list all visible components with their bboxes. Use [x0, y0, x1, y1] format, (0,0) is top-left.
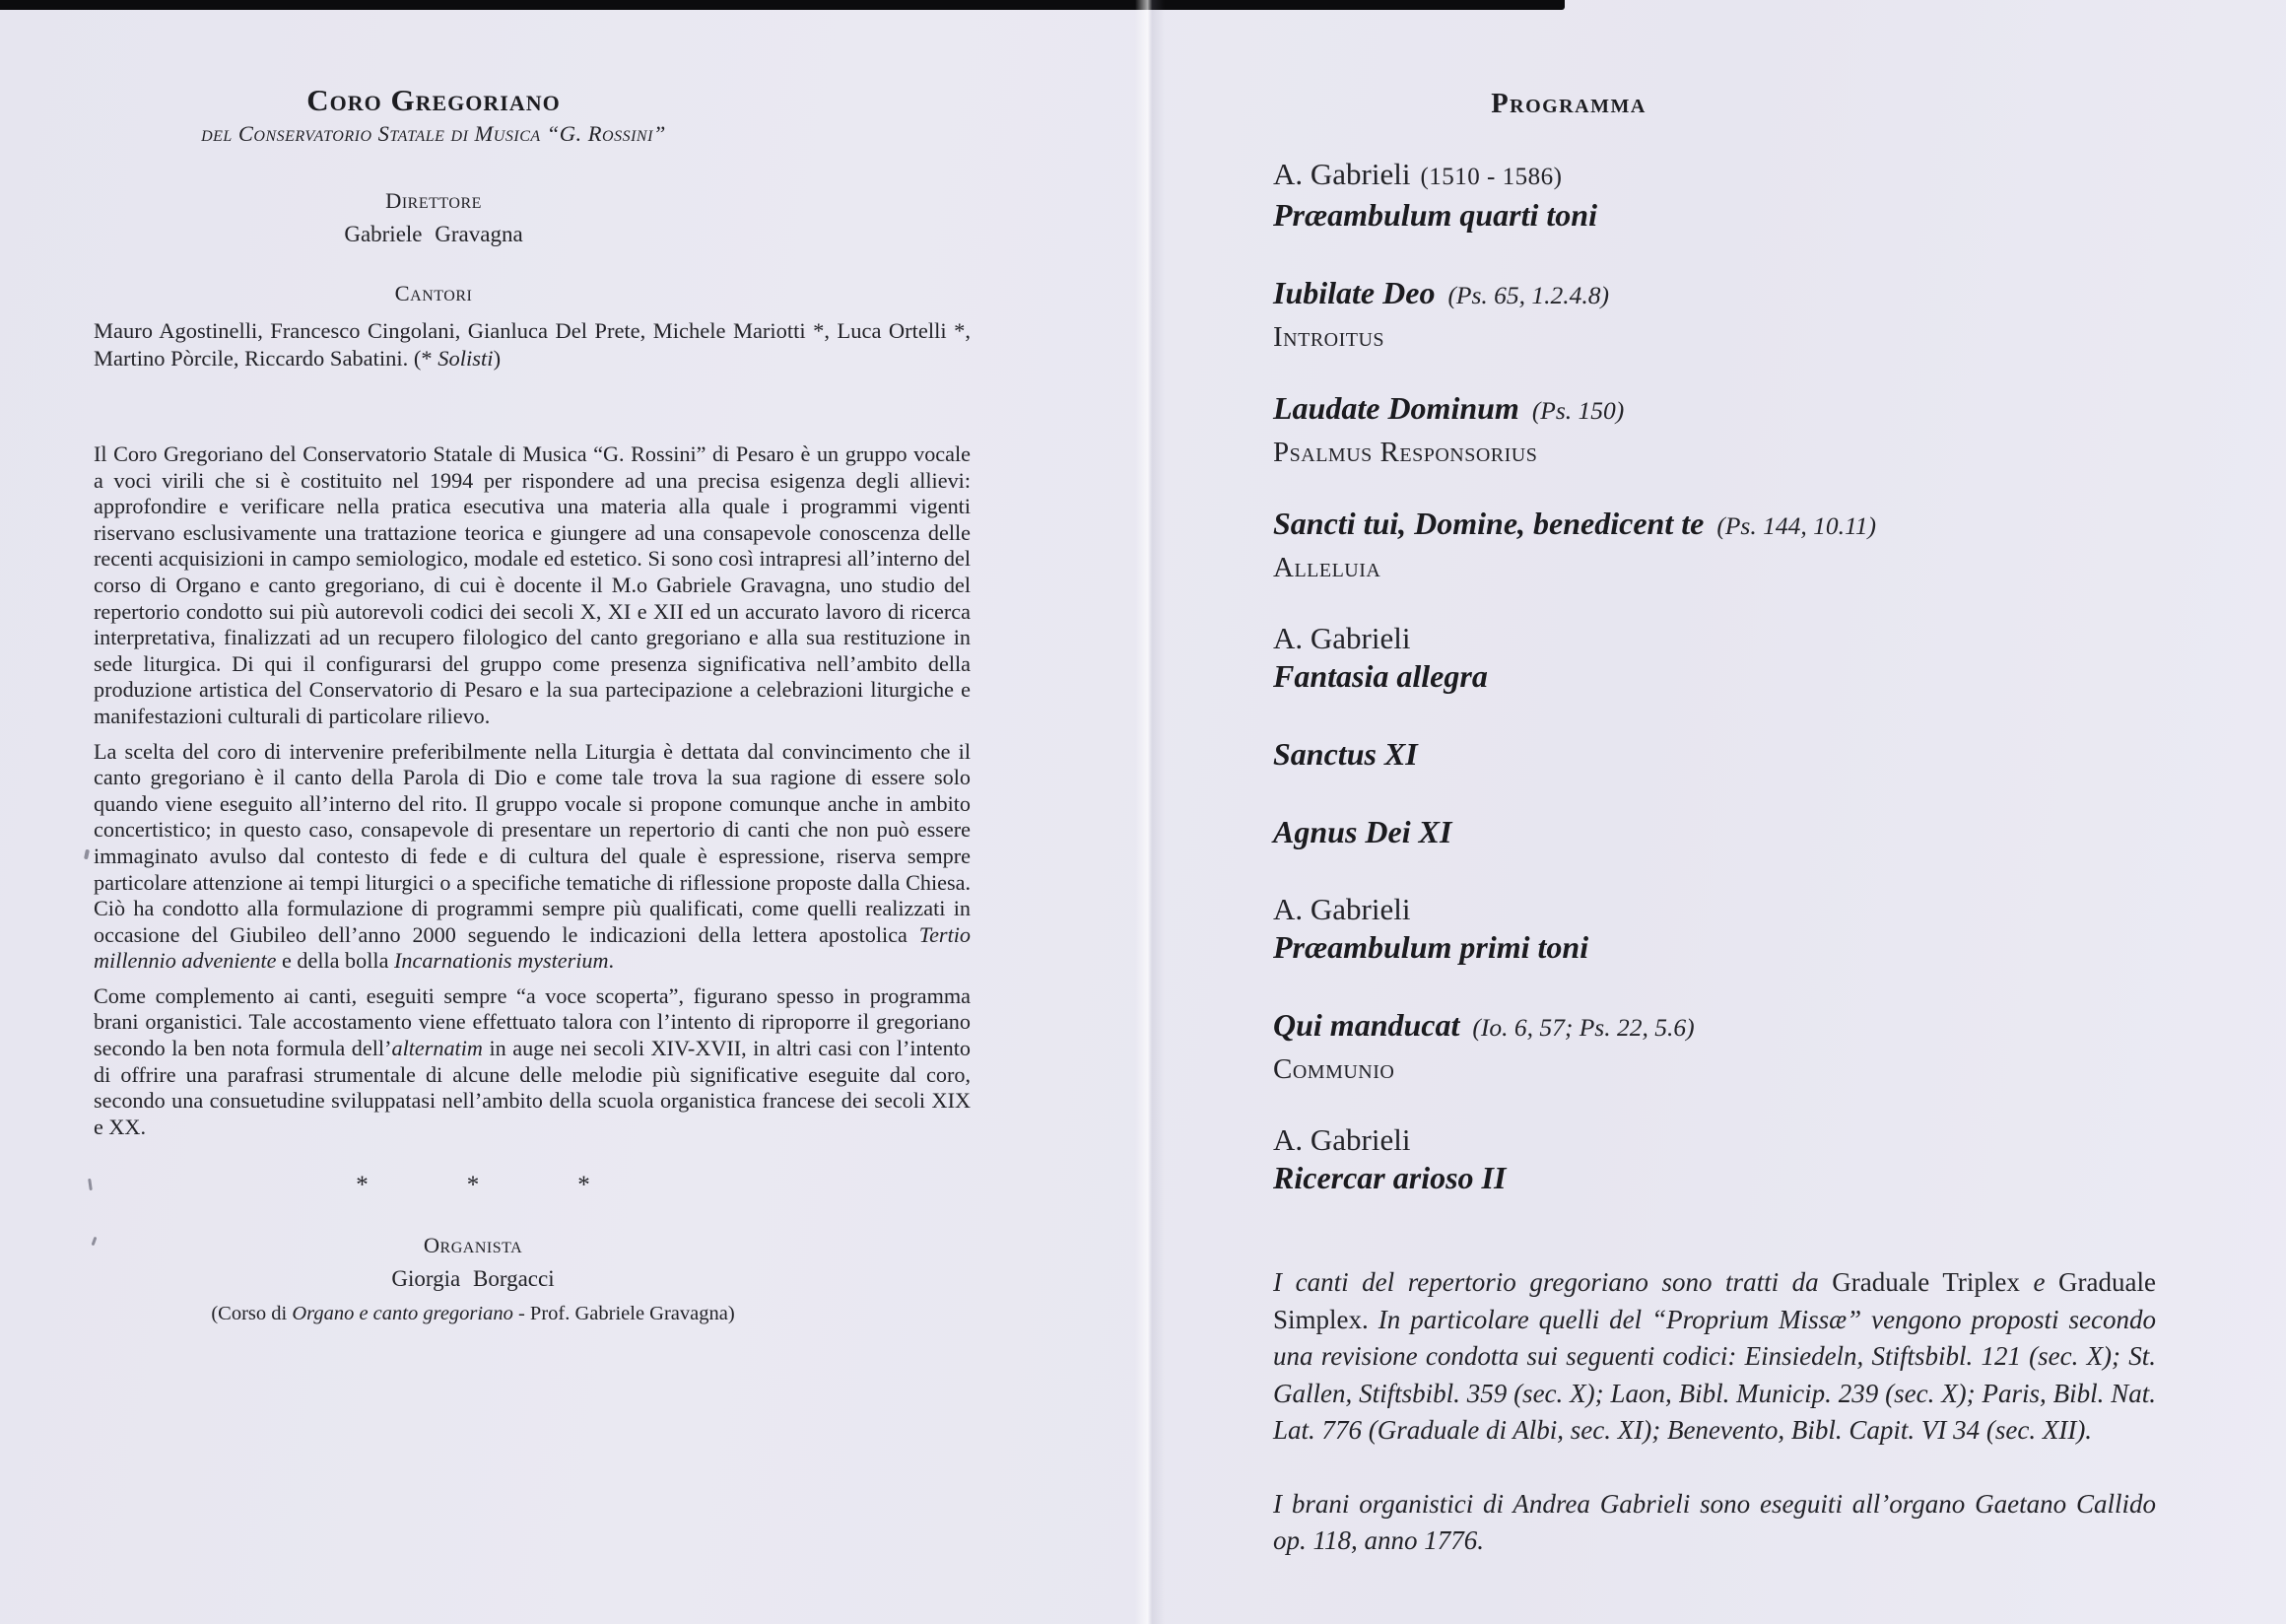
- program-item: [1273, 1006, 2160, 1088]
- graduale-simplex: Graduale Simplex.: [1273, 1267, 2156, 1334]
- composer-name: A. Gabrieli: [1273, 1122, 1411, 1157]
- piece-title: Sanctus XI: [1273, 736, 1418, 772]
- piece-line: [1273, 1006, 2160, 1050]
- piece-title: Fantasia allegra: [1273, 658, 1488, 694]
- organista-name: Giorgia Borgacci: [391, 1266, 555, 1292]
- piece-line: [1273, 1159, 2160, 1203]
- cantori-names-text: Mauro Agostinelli, Francesco Cingolani, Gianluca Del Prete, Michele Mariotti *, Luca Ortelli *, Martino Pòrcile, Riccardo Sabatini. (*: [94, 318, 971, 371]
- piece-line: [1273, 505, 2160, 549]
- organista-label: Organista: [423, 1233, 523, 1258]
- solisti-note: Solisti: [437, 346, 494, 371]
- scan-speck: [88, 1179, 93, 1190]
- composer-name: A. Gabrieli: [1273, 892, 1411, 926]
- piece-title: Ricercar arioso II: [1273, 1160, 1507, 1195]
- genre-label: Psalmus Responsorius: [1273, 437, 1538, 468]
- scripture-ref: (Io. 6, 57; Ps. 22, 5.6): [1472, 1013, 1695, 1042]
- piece-title: Sancti tui, Domine, benedicent te: [1273, 506, 1705, 541]
- piece-line: [1273, 389, 2160, 434]
- piece-title: Agnus Dei XI: [1273, 814, 1452, 849]
- asterisk: *: [466, 1172, 480, 1199]
- course-note: [94, 1303, 852, 1325]
- composer-name: A. Gabrieli: [1273, 157, 1411, 191]
- composer-line: [1273, 156, 2160, 196]
- paragraph-liturgy: [94, 739, 971, 975]
- genre-label: Communio: [1273, 1053, 1395, 1085]
- composer-dates: (1510 - 1586): [1420, 164, 1563, 190]
- paragraph-liturgy-text: .: [608, 948, 615, 974]
- composer-line: [1273, 1121, 2160, 1159]
- organ-note: I brani organistici di Andrea Gabrieli sono eseguiti all’organo Gaetano Callido op. 118, anno 1776.: [1273, 1488, 2156, 1555]
- piece-line: [1273, 657, 2160, 702]
- paragraph-organ-text: Come complemento ai canti, eseguiti sempre “a voce scoperta”, figurano spesso in programma brani organistici. Tale accostamento viene effettuato talora con l’intento di riproporre il gregoriano secondo la ben nota formula dell’: [94, 982, 971, 1061]
- papal-bull-title: Incarnationis mysterium: [393, 948, 609, 974]
- course-title: Organo e canto gregoriano: [292, 1303, 513, 1325]
- piece-title: Iubilate Deo: [1273, 275, 1436, 310]
- program-item: [1273, 389, 2160, 471]
- sources-note: [1273, 1264, 2156, 1450]
- program-item: [1273, 156, 2160, 240]
- choir-heading-block: [94, 0, 773, 306]
- direttore-label: Direttore: [385, 188, 482, 213]
- program-item: [1273, 813, 2160, 857]
- composer-line: [1273, 891, 2160, 928]
- piece-line: [1273, 813, 2160, 857]
- program-item: [1273, 891, 2160, 973]
- apostolic-letter-title: Tertio millennio adveniente: [94, 921, 971, 974]
- choir-subtitle: del Conservatorio Statale di Musica “G. Rossini”: [201, 121, 666, 146]
- piece-line: [1273, 196, 2160, 240]
- cantori-label: Cantori: [394, 281, 473, 305]
- sources-note-text: In particolare quelli del “Proprium Missæ” vengono proposti secondo una revisione condotta sui seguenti codici: Einsiedeln, Stiftsbibl. 121 (sec. X); St. Gallen, Stiftsbibl. 359 (sec. X); Laon, Bibl. Municip. 239 (sec. X); Paris, Bibl. Nat. Lat. 776 (Graduale di Albi, sec. XI); Benevento, Bibl. Capit. VI 34 (sec. XII).: [1273, 1304, 2156, 1445]
- program-list: [1273, 156, 2160, 1203]
- piece-title: Præambulum quarti toni: [1273, 197, 1597, 233]
- piece-title: Laudate Dominum: [1273, 390, 1519, 426]
- direttore-name: Gabriele Gravagna: [344, 222, 523, 246]
- program-item: [1273, 735, 2160, 779]
- organist-block: [94, 1233, 852, 1325]
- piece-line: [1273, 735, 2160, 779]
- graduale-triplex: Graduale Triplex: [1832, 1267, 2020, 1297]
- scan-speck: [84, 849, 90, 860]
- piece-title: Qui manducat: [1273, 1007, 1460, 1043]
- programma-title: Programma: [1491, 89, 1647, 119]
- paragraph-liturgy-text: La scelta del coro di intervenire preferibilmente nella Liturgia è dettata dal convincimento che il canto gregoriano è il canto della Parola di Dio e come tale trova la sua ragione di essere solo quando viene eseguito all’interno del rito. Il gruppo vocale si propone comunque anche in ambito concertistico; in questo caso, consapevole di presentare un repertorio di canti che non può essere immaginato avulso dal contesto di fede e di cultura del quale è espressione, riserva sempre particolare attenzione ai tempi liturgici o a specifiche tematiche di riflessione proposte dalla Chiesa. Ciò ha condotto alla formulazione di programmi sempre più qualificati, come quelli realizzati in occasione del Giubileo dell’anno 2000 seguendo le indicazioni della lettera apostolica: [94, 738, 971, 947]
- asterisk-separator: [94, 1172, 852, 1199]
- right-page: [1273, 0, 2160, 1560]
- sources-note-text: e: [2019, 1267, 2059, 1297]
- piece-line: [1273, 928, 2160, 973]
- paragraph-organ-text: in auge nei secoli XIV-XVII, in altri casi con l’intento di offrire una parafrasi strumentale di alcune delle melodie più significative eseguite dal coro, secondo una consuetudine sviluppatasi nell’ambito della scuola organistica francese dei secoli XIX e XX.: [94, 1036, 971, 1139]
- piece-line: [1273, 274, 2160, 318]
- scripture-ref: (Ps. 144, 10.11): [1716, 511, 1877, 540]
- program-item: [1273, 620, 2160, 702]
- scripture-ref: (Ps. 150): [1531, 396, 1625, 425]
- composer-line: [1273, 620, 2160, 657]
- program-item: [1273, 1121, 2160, 1203]
- course-note-text: (Corso di: [211, 1303, 293, 1325]
- genre-label: Introitus: [1273, 321, 1385, 353]
- paragraph-organ: [94, 983, 971, 1141]
- genre-label: Alleluia: [1273, 552, 1381, 583]
- program-item: [1273, 505, 2160, 586]
- page-fold-crease: [1135, 0, 1165, 1624]
- asterisk: *: [356, 1172, 369, 1199]
- cantori-close-paren: ): [493, 346, 502, 371]
- cantori-names: [94, 317, 971, 372]
- scripture-ref: (Ps. 65, 1.2.4.8): [1447, 281, 1610, 309]
- choir-title: Coro Gregoriano: [306, 83, 561, 117]
- paragraph-history: Il Coro Gregoriano del Conservatorio Statale di Musica “G. Rossini” di Pesaro è un gruppo vocale a voci virili che si è costituito nel 1994 per rispondere ad una precisa esigenza degli allievi: approfondire e verificare nella pratica esecutiva una materia alla quale i programmi vigenti riservano esclusivamente una trattazione teorica e giungere ad una consapevole conoscenza delle recenti acquisizioni in campo semiologico, modale ed estetico. Si sono così intrapresi all’interno del corso di Organo e canto gregoriano, di cui è docente il M.o Gabriele Gravagna, uno studio del repertorio condotto sui più autorevoli codici dei secoli X, XI e XII ed un accurato lavoro di ricerca interpretativa, finalizzati ad un recupero filologico del canto gregoriano e alla sua restituzione in sede liturgica. Di qui il configurarsi del gruppo come presenza significativa nell’ambito della produzione artistica del Conservatorio di Pesaro e la sua partecipazione a celebrazioni liturgiche e manifestazioni culturali di particolare rilievo.: [94, 441, 971, 728]
- sources-note-text: I canti del repertorio gregoriano sono tratti da: [1273, 1267, 1833, 1297]
- program-item: [1273, 274, 2160, 356]
- composer-name: A. Gabrieli: [1273, 621, 1411, 655]
- asterisk: *: [577, 1172, 590, 1199]
- left-page: [94, 0, 971, 1325]
- paragraph-liturgy-text: e della bolla: [276, 948, 394, 974]
- alternatim-term: alternatim: [391, 1036, 483, 1061]
- course-note-text: - Prof. Gabriele Gravagna): [512, 1303, 735, 1325]
- piece-title: Præambulum primi toni: [1273, 929, 1589, 965]
